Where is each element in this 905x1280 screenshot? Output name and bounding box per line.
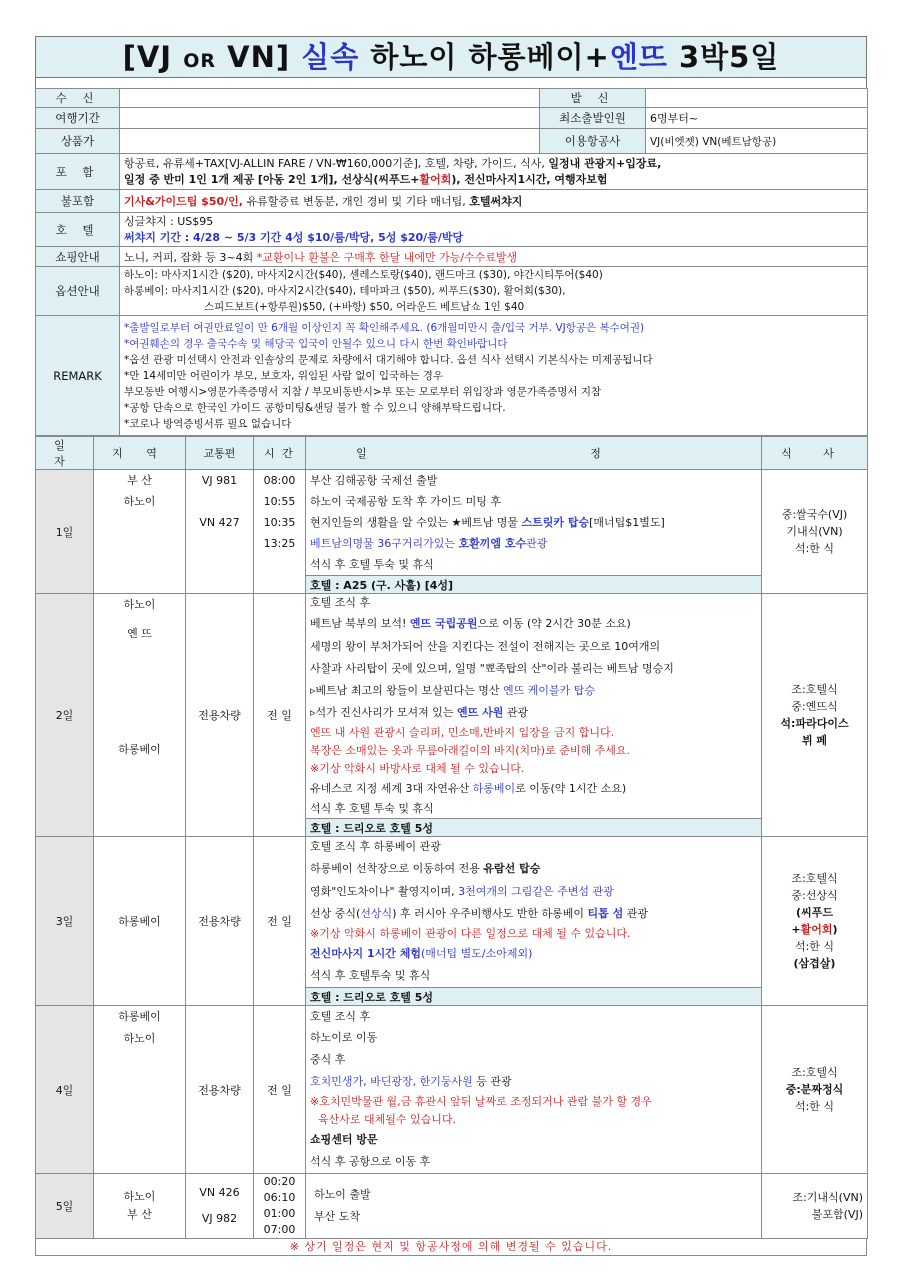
day3-label: 3일 [36, 837, 94, 1006]
day4-region: 하롱베이 하노이 [94, 1006, 186, 1174]
receiver-label: 수 신 [36, 89, 120, 108]
day2-transport: 전용차량 [186, 594, 254, 837]
shopping-value: 노니, 커피, 잡화 등 3~4회 *교환이나 환불은 구매후 한달 내에만 가능/수수료발생 [120, 247, 868, 267]
hotel-value: 싱글챠지 : US$95 써챠지 기간 : 4/28 ~ 5/3 기간 4성 $10/룸/박당, 5성 $20/룸/박당 [120, 213, 868, 247]
info-table [35, 88, 868, 436]
min-people-value: 6명부터~ [646, 108, 868, 129]
day1-label: 1일 [36, 470, 94, 594]
title-vj: [VJ [122, 40, 173, 74]
page-title [35, 36, 867, 78]
day2-hotel: 호텔 : 드리오로 호텔 5성 [306, 819, 762, 837]
exclude-label: 불포함 [36, 190, 120, 213]
option-label: 옵션안내 [36, 267, 120, 316]
period-value [120, 108, 540, 129]
day5-meals: 조:기내식(VN) 불포함(VJ) [762, 1174, 868, 1239]
title-duration: 3박5일 [678, 40, 780, 74]
itinerary-sheet [35, 36, 867, 1256]
day2-itinerary: 호텔 조식 후 베트남 북부의 보석! 옌뜨 국립공원으로 이동 (약 2시간 30분 소요) 세명의 왕이 부처가되어 산을 지킨다는 전설이 전해지는 곳으로 10여개의 사찰과 사리탑이 곳에 있으며, 일명 "뾰족탑의 산"이라 불리는 베트남 명승지 ▹베트남 최고의 왕들이 보살핀다는 명산 옌뜨 케이블카 탑승 ▹석가 진신사리가 모셔져 있는 옌뜨 사원 관광 옌뜨 내 사원 관광시 슬리퍼, 민소매,반바지 입장을 금지 합니다. 복장은 소매있는 옷과 무릎아래길이의 바지(치마)로 준비해 주세요. ※기상 악화시 바방사로 대체 될 수 있습니다. 유네스코 지정 세계 3대 자연유산 하롱베이로 이동(약 1시간 소요) 석식 후 호텔 투숙 및 휴식 [306, 594, 762, 819]
include-label: 포 함 [36, 154, 120, 190]
title-highlight-yentu: 엔뜨 [609, 40, 668, 74]
day2-label: 2일 [36, 594, 94, 837]
col-transport: 교통편 [186, 437, 254, 470]
day5-label: 5일 [36, 1174, 94, 1239]
day1-itinerary: 부산 김해공항 국제선 출발 하노이 국제공항 도착 후 가이드 미팅 후 현지인들의 생활을 알 수있는 ★베트남 명물 스트릿카 탑승[매너팁$1별도] 베트남의명물 36구거리가있는 호환끼엠 호수관광 석식 후 호텔 투숙 및 휴식 [306, 470, 762, 576]
day5-flights: VN 426 VJ 982 [186, 1174, 254, 1239]
min-people-label: 최소출발인원 [540, 108, 646, 129]
day1-flights: VJ 981 VN 427 [186, 470, 254, 594]
day3-region: 하롱베이 [94, 837, 186, 1006]
col-itinerary: 일 정 [306, 437, 762, 470]
day4-itinerary: 호텔 조식 후 하노이로 이동 중식 후 호치민생가, 바딘광장, 한기둥사원 등 관광 ※호치민박물관 월,금 휴관시 앞뒤 날짜로 조정되거나 관람 불가 할 경우 육산사로 대체될수 있습니다. 쇼핑센터 방문 석식 후 공항으로 이동 후 [306, 1006, 762, 1174]
title-vn: VN] [227, 40, 291, 74]
day1-times: 08:00 10:55 10:35 13:25 [254, 470, 306, 594]
day3-time: 전 일 [254, 837, 306, 1006]
day5-itinerary: 하노이 출발 부산 도착 [306, 1174, 762, 1239]
remark-label: REMARK [36, 316, 120, 436]
shopping-label: 쇼핑안내 [36, 247, 120, 267]
receiver-value [120, 89, 540, 108]
sender-label: 발 신 [540, 89, 646, 108]
include-value: 항공료, 유류세+TAX[VJ-ALLIN FARE / VN-₩160,000기준], 호텔, 차량, 가이드, 식사, 일정내 관광지+입장료, 일정 중 반미 1인 1개 제공 [아동 2인 1개], 선상식(씨푸드+활어회), 전신마사지1시간, 여행자보험 [120, 154, 868, 190]
day3-meals: 조:호텔식 중:선상식 (씨푸드 +활어회) 석:한 식 (삼겹살) [762, 837, 868, 1006]
price-label: 상품가 [36, 129, 120, 154]
period-label: 여행기간 [36, 108, 120, 129]
day2-meals: 조:호텔식 중:옌뜨식 석:파라다이스 뷔 페 [762, 594, 868, 837]
title-or: OR [183, 50, 217, 72]
col-meal: 식 사 [762, 437, 868, 470]
day3-transport: 전용차량 [186, 837, 254, 1006]
day3-hotel: 호텔 : 드리오로 호텔 5성 [306, 988, 762, 1006]
day1-hotel: 호텔 : A25 (구. 사훌) [4성] [306, 576, 762, 594]
day4-label: 4일 [36, 1006, 94, 1174]
day4-meals: 조:호텔식 중:분짜정식 석:한 식 [762, 1006, 868, 1174]
airline-label: 이용항공사 [540, 129, 646, 154]
day4-transport: 전용차량 [186, 1006, 254, 1174]
remark-value: *출발일로부터 여권만료일이 만 6개월 이상인지 꼭 확인해주세요. (6개월미만시 출/입국 거부. VJ항공은 복수여권) *여권훼손의 경우 출국수속 및 해당국 입국이 안될수 있으니 다시 한번 확인바랍니다 *옵션 관광 미선택시 안전과 인솔상의 문제로 차량에서 대기해야 합니다. 옵션 식사 선택시 기본식사는 미제공됩니다 *만 14세미만 어린이가 부모, 보호자, 위임된 사람 없이 입국하는 경우 부모동반 여행시>영문가족증명서 지참 / 부모비동반시>부 또는 모로부터 위임장과 영문가족증명서 지참 *공항 단속으로 한국인 가이드 공항미팅&샌딩 불가 할 수 있으니 양해부탁드립니다. *코로나 방역증빙서류 필요 없습니다 [120, 316, 868, 436]
title-gap [35, 78, 867, 88]
day1-region: 부 산 하노이 [94, 470, 186, 594]
title-highlight-value: 실속 [301, 40, 360, 74]
col-region: 지 역 [94, 437, 186, 470]
day5-times: 00:20 06:10 01:00 07:00 [254, 1174, 306, 1239]
price-value [120, 129, 540, 154]
sender-value [646, 89, 868, 108]
title-main: 하노이 하롱베이+ [370, 40, 610, 74]
option-value: 하노이: 마사지1시간 ($20), 마사지2시간($40), 센레스토랑($40), 랜드마크 ($30), 야간시티투어($40) 하롱베이: 마사지1시간 ($20), 마사지2시간($40), 테마파크 ($50), 씨푸드($30), 활어회($30), 스피드보트(+항루원)$50, (+바항) $50, 어라운드 베트남쇼 1인 $40 [120, 267, 868, 316]
footer-notice: ※ 상기 일정은 현지 및 항공사정에 의해 변경될 수 있습니다. [35, 1239, 867, 1256]
day4-time: 전 일 [254, 1006, 306, 1174]
day1-meals: 중:쌀국수(VJ) 기내식(VN) 석:한 식 [762, 470, 868, 594]
col-time: 시 간 [254, 437, 306, 470]
day5-region: 하노이 부 산 [94, 1174, 186, 1239]
day2-region: 하노이 옌 뜨 하롱베이 [94, 594, 186, 837]
day3-itinerary: 호텔 조식 후 하롱베이 관광 하롱베이 선착장으로 이동하여 전용 유람선 탑승 영화"인도차이나" 촬영지이며, 3천여개의 그림같은 주변섬 관광 선상 중식(선상식) 후 러시아 우주비행사도 반한 하롱베이 티톱 섬 관광 ※기상 악화시 하롱베이 관광이 다른 일정으로 대체 될 수 있습니다. 전신마사지 1시간 체험(매너팁 별도/소아제외) 석식 후 호텔투숙 및 휴식 [306, 837, 762, 988]
exclude-value: 기사&가이드팁 $50/인, 유류할증료 변동분, 개인 경비 및 기타 매너팁, 호텔써챠지 [120, 190, 868, 213]
col-day: 일 자 [36, 437, 94, 470]
day2-time: 전 일 [254, 594, 306, 837]
airline-value: VJ(비엣젯) VN(베트남항공) [646, 129, 868, 154]
hotel-label: 호 텔 [36, 213, 120, 247]
schedule-table [35, 436, 868, 1239]
